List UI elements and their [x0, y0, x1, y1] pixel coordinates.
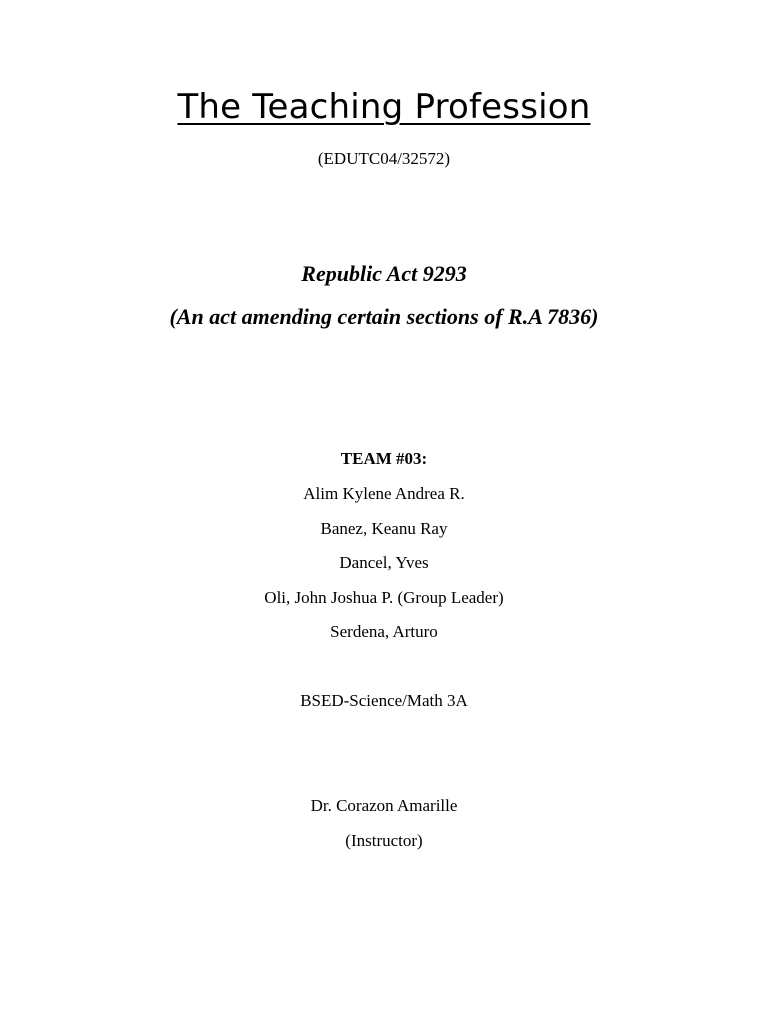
team-member: Alim Kylene Andrea R.	[303, 484, 465, 503]
team-label: TEAM #03:	[340, 449, 428, 468]
act-subtitle: (An act amending certain sections of R.A 7836)	[169, 304, 599, 329]
team-member: Dancel, Yves	[339, 553, 429, 572]
team-member: Banez, Keanu Ray	[320, 519, 448, 538]
act-title: Republic Act 9293	[301, 261, 467, 286]
team-member: Serdena, Arturo	[330, 622, 438, 641]
instructor-role: (Instructor)	[345, 831, 423, 850]
document-title: The Teaching Profession	[177, 87, 591, 127]
course-code: (EDUTC04/32572)	[317, 149, 451, 168]
team-member: Oli, John Joshua P. (Group Leader)	[264, 588, 504, 607]
class-section: BSED-Science/Math 3A	[300, 691, 468, 710]
instructor-name: Dr. Corazon Amarille	[310, 796, 458, 815]
